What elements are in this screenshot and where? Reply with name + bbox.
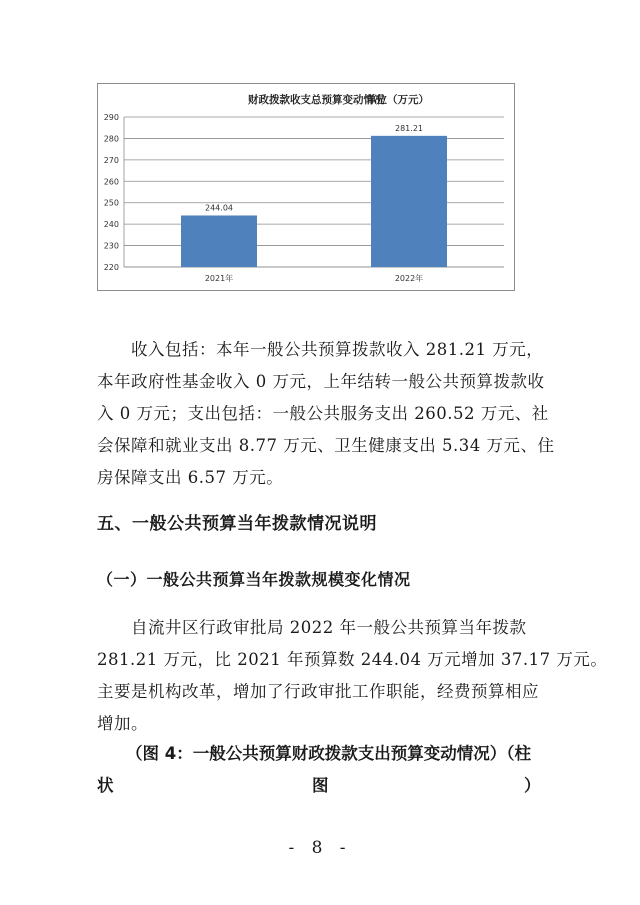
figure-caption-line2-right: ） [524, 776, 541, 795]
figure-caption-line1: （图 4：一般公共预算财政拨款支出预算变动情况）（柱 [126, 744, 531, 763]
bar [181, 215, 257, 267]
paragraph-line: 房保障支出 6.57 万元。 [97, 468, 284, 487]
income-expense-paragraph [97, 334, 557, 494]
y-tick-label: 220 [103, 263, 119, 272]
figure-caption-line2-mid: 图 [312, 776, 329, 795]
y-tick-label: 230 [103, 241, 119, 251]
y-tick-label: 250 [103, 198, 119, 208]
subsection-heading: （一）一般公共预算当年拨款规模变化情况 [97, 570, 411, 589]
x-tick-label: 2021年 [204, 274, 234, 283]
paragraph-line: 增加。 [97, 714, 148, 733]
x-tick-label: 2022年 [394, 274, 424, 283]
section-heading: 五、一般公共预算当年拨款情况说明 [97, 514, 377, 534]
bar-chart-svg [98, 84, 514, 290]
figure-caption-line2-left: 状 [97, 776, 114, 795]
data-label: 281.21 [395, 123, 423, 133]
paragraph-line: 自流井区行政审批局 2022 年一般公共预算当年拨款 [131, 618, 527, 637]
data-label: 244.04 [205, 203, 233, 213]
y-tick-label: 240 [103, 220, 119, 230]
paragraph-line: 主要是机构改革，增加了行政审批工作职能，经费预算相应 [97, 682, 539, 701]
paragraph-line: 本年政府性基金收入 0 万元，上年结转一般公共预算拨款收 [97, 372, 545, 391]
paragraph-line: 入 0 万元；支出包括：一般公共服务支出 260.52 万元、社 [97, 404, 549, 423]
paragraph-line: 281.21 万元，比 2021 年预算数 244.04 万元增加 37.17 万元。 [97, 650, 608, 669]
appropriation-paragraph [97, 612, 608, 740]
chart-title: 财政拨款收支总预算变动情况 [248, 94, 385, 106]
bar [371, 136, 447, 267]
y-tick-label: 290 [103, 113, 119, 122]
budget-change-chart [97, 83, 515, 291]
chart-unit-label: 单位（万元） [366, 94, 429, 106]
y-tick-label: 280 [103, 134, 119, 144]
y-tick-label: 270 [103, 155, 119, 165]
paragraph-line: 收入包括：本年一般公共预算拨款收入 281.21 万元， [131, 340, 544, 359]
page-number: - 8 - [288, 838, 352, 858]
paragraph-line: 会保障和就业支出 8.77 万元、卫生健康支出 5.34 万元、住 [97, 436, 555, 455]
y-tick-label: 260 [103, 177, 119, 187]
